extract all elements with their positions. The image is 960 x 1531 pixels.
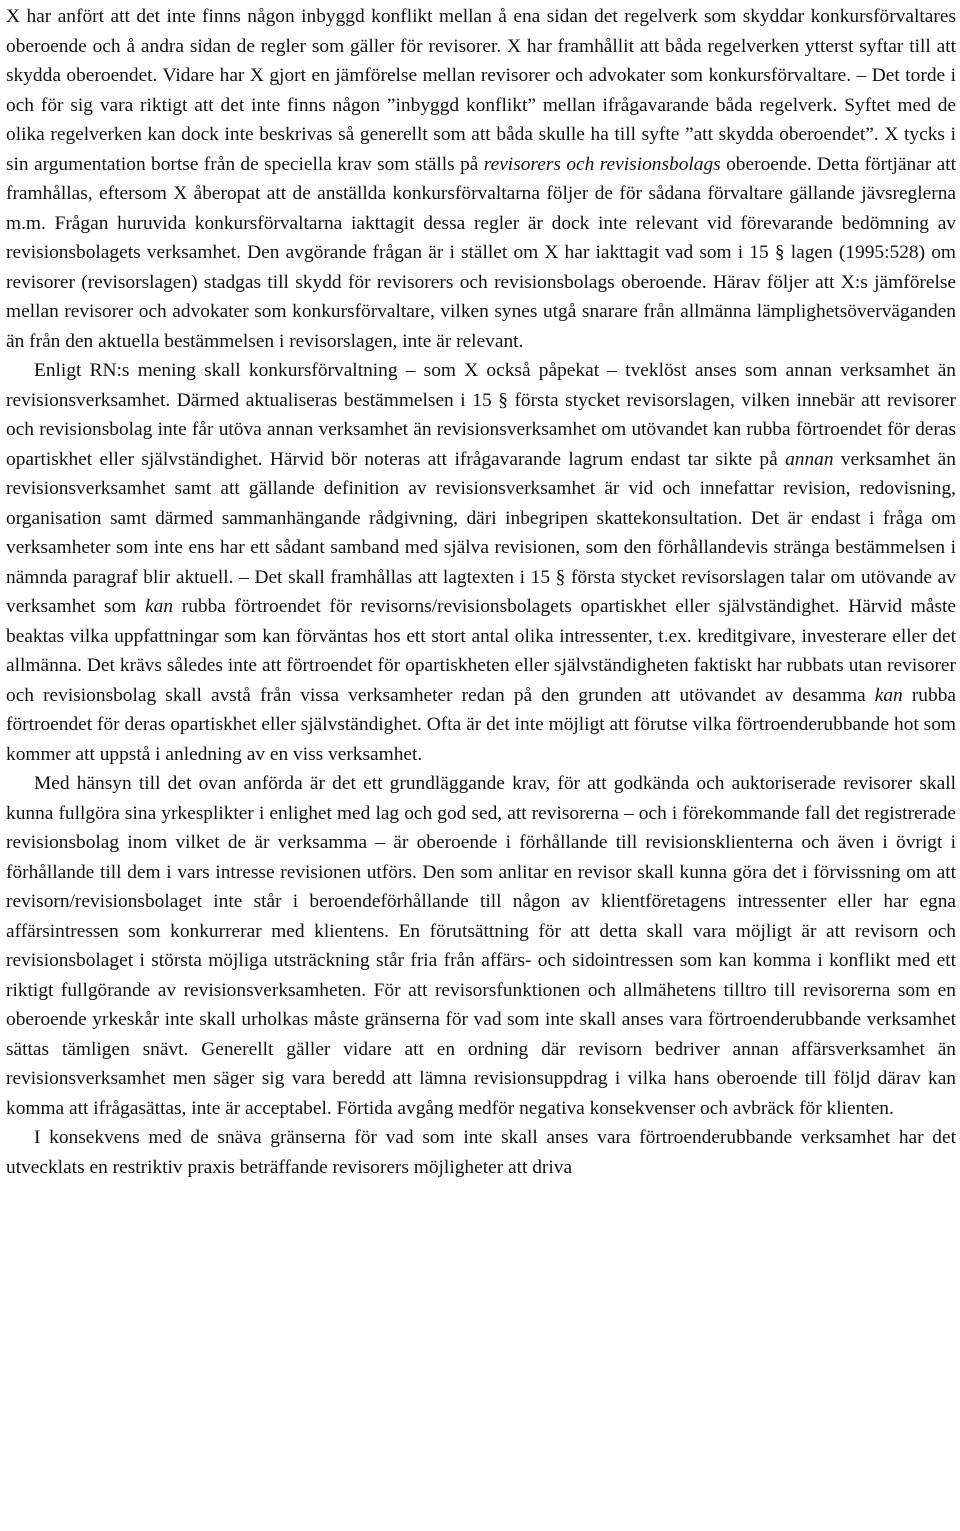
- emphasized-text: annan: [785, 448, 834, 470]
- text-segment: X har anfört att det inte finns någon inbyggd konflikt mellan å ena sidan det regelverk som skyddar konkursförvaltares oberoende och å andra sidan de regler som gäller för revisorer. X har framhållit att båda regelverken ytterst syftar till att skydda oberoendet. Vidare har X gjort en jämförelse mellan revisorer och advokater som konkursförvaltare. – Det torde i och för sig vara riktigt att det inte finns någon ”inbyggd konflikt” mellan ifrågavarande båda regelverk. Syftet med de olika regelverken kan dock inte beskrivas så generellt som att båda skulle ha till syfte ”att skydda oberoendet”. X tycks i sin argumentation bortse från de speciella krav som ställs på: [6, 6, 956, 175]
- emphasized-text: kan: [145, 596, 174, 617]
- emphasized-text: revisorers och revisionsbolags: [483, 153, 721, 175]
- text-segment: I konsekvens med de snäva gränserna för vad som inte skall anses vara förtroenderubbande verksamhet har det utvecklats en restriktiv praxis beträffande revisorers möjligheter att driva: [6, 1127, 956, 1178]
- paragraph-1: [6, 2, 956, 356]
- text-segment: rubba förtroendet för deras opartiskhet eller självständighet. Ofta är det inte möjligt att förutse vilka förtroenderubbande hot som kommer att uppstå i anledning av en viss verksamhet.: [6, 684, 956, 765]
- text-segment: Med hänsyn till det ovan anförda är det ett grundläggande krav, för att godkända och auktoriserade revisorer skall kunna fullgöra sina yrkesplikter i enlighet med lag och god sed, att revisorerna – och i förekommande fall det registrerade revisionsbolag inom vilket de är verksamma – är oberoende i förhållande till revisionsklienterna och även i övrigt i förhållande till dem i vars intresse revisionen utförs. Den som anlitar en revisor skall kunna göra det i förvissning om att revisorn/revisionsbolaget inte står i beroendeförhållande till någon av klientföretagens intressenter eller har egna affärsintressen som konkurrerar med klientens. En förutsättning för att detta skall vara möjligt är att revisorn och revisionsbolaget i största möjliga utsträckning står fria från affärs- och sidointressen som kan komma i konflikt med ett riktigt fullgörande av revisionsverksamheten. För att revisorsfunktionen och allmähetens tilltro till revisorerna som en oberoende yrkeskår inte skall urholkas måste gränserna för vad som inte skall anses vara förtroenderubbande verksamhet sättas tämligen snävt. Generellt gäller vidare att en ordning där revisorn bedriver annan affärsverksamhet än revisionsverksamhet men säger sig vara beredd att lämna revisionsuppdrag i vilka hans oberoende till följd därav kan komma att ifrågasättas, inte är acceptabel. Förtida avgång medför negativa konsekvenser och avbräck för klienten.: [6, 773, 956, 1119]
- paragraph-2: [6, 356, 956, 769]
- text-segment: Enligt RN:s mening skall konkursförvaltning – som X också påpekat – tveklöst anses som annan verksamhet än revisionsverksamhet. Därmed aktualiseras bestämmelsen i 15 § första stycket revisorslagen, vilken innebär att revisorer och revisionsbolag inte får utöva annan verksamhet än revisionsverksamhet om utövandet kan rubba förtroendet för deras opartiskhet eller självständighet. Härvid bör noteras att ifrågavarande lagrum endast tar sikte på: [6, 360, 956, 470]
- emphasized-text: kan: [874, 684, 903, 706]
- document-body: [6, 2, 956, 1182]
- text-segment: oberoende. Detta förtjänar att framhållas, eftersom X åberopat att de anställda konkursförvaltarna följer de för sådana förvaltare gällande jävsreglerna m.m. Frågan huruvida konkursförvaltarna iakttagit dessa regler är dock inte relevant vid förevarande bedömning av revisionsbolagets verksamhet. Den avgörande frågan är i stället om X har iakttagit vad som i 15 § lagen (1995:528) om revisorer (revisorslagen) stadgas till skydd för revisorers och revisionsbolags oberoende. Härav följer att X:s jämförelse mellan revisorer och advokater som konkursförvaltare, vilken synes utgå snarare från allmänna lämplighetsöverväganden än från den aktuella bestämmelsen i revisorslagen, inte är relevant.: [6, 153, 956, 352]
- paragraph-3: [6, 769, 956, 1123]
- text-segment: rubba förtroendet för revisorns/revisionsbolagets opartiskhet eller självständighet. Härvid måste beaktas vilka uppfattningar som kan förväntas hos ett stort antal olika intressenter, t.ex. kreditgivare, investerare eller det allmänna. Det krävs således inte att förtroendet för opartiskheten eller självständigheten faktiskt har rubbats utan revisorer och revisionsbolag skall avstå från vissa verksamheter redan på den grunden att utövandet av desamma: [6, 596, 956, 706]
- document-page: [0, 2, 960, 1531]
- text-segment: verksamhet än revisionsverksamhet samt att gällande definition av revisionsverksamhet är vid och innefattar revision, redovisning, organisation samt därmed sammanhängande rådgivning, däri inbegripen skattekonsultation. Det är endast i fråga om verksamheter som inte ens har ett sådant samband med själva revisionen, som den förhållandevis stränga bestämmelsen i nämnda paragraf blir aktuell. – Det skall framhållas att lagtexten i 15 § första stycket revisorslagen talar om utövande av verksamhet som: [6, 448, 956, 617]
- paragraph-4: [6, 1123, 956, 1182]
